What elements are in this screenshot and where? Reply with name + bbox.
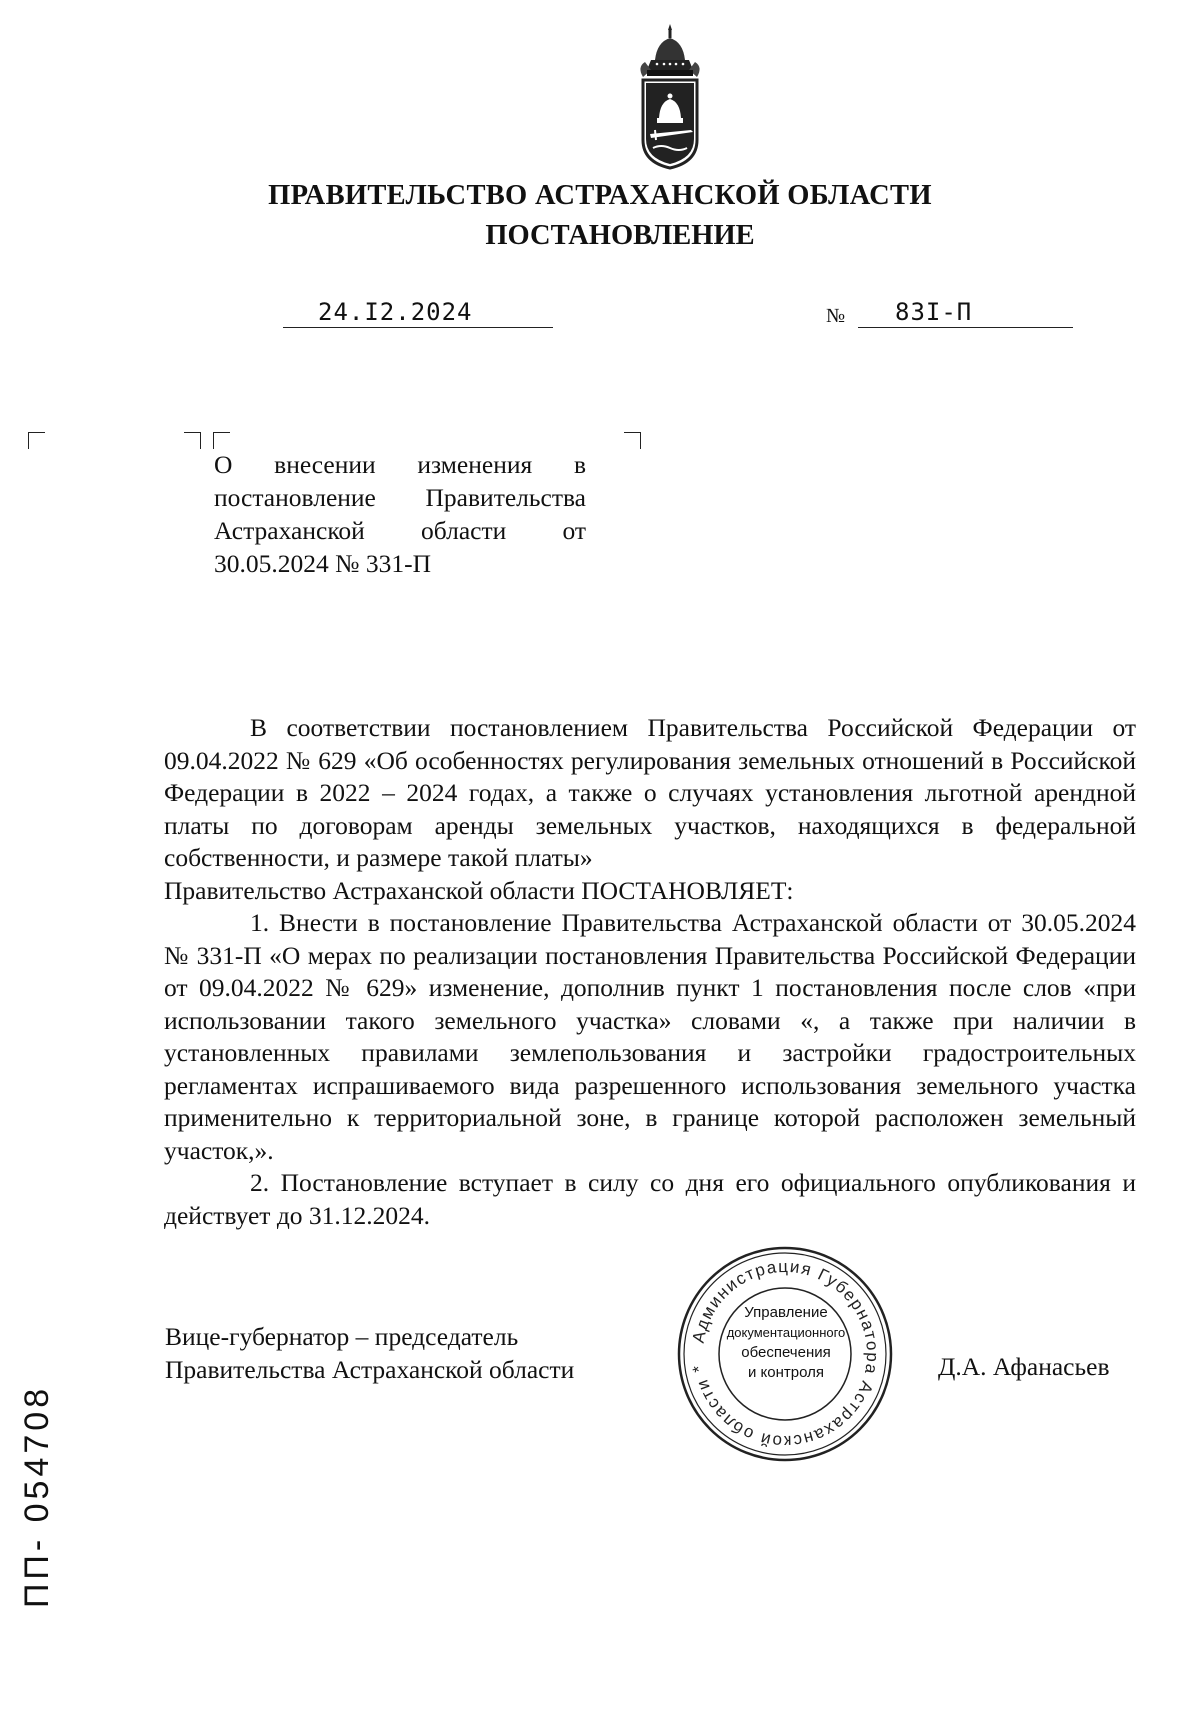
item-paragraph-2: 2. Постановление вступает в силу со дня его официального опубликования и действует до 31.12.2024. xyxy=(164,1168,1136,1230)
signatory-position-line-1: Вице-губернатор – председатель xyxy=(165,1322,519,1351)
government-title: ПРАВИТЕЛЬСТВО АСТРАХАНСКОЙ ОБЛАСТИ xyxy=(268,180,932,211)
corner-bracket xyxy=(184,432,201,449)
stamp-line: Управление xyxy=(744,1304,828,1321)
document-subject: О внесении изменения в постановление Правительства Астраханской области от 30.05.2024 № 331-П xyxy=(214,450,586,578)
serial-number: ПП- 054708 xyxy=(18,1384,56,1608)
svg-text:Администрация Губернатора Астр: Администрация Губернатора Астраханской области * xyxy=(688,1256,883,1452)
corner-bracket xyxy=(28,432,45,449)
document-type-title: ПОСТАНОВЛЕНИЕ xyxy=(485,220,755,251)
signatory-name: Д.А. Афанасьев xyxy=(938,1352,1110,1381)
item-paragraph-1: 1. Внести в постановление Правительства Астраханской области от 30.05.2024 № 331-П «О мерах по реализации постановления Правительства Российской Федерации от 09.04.2022 № 629» изменение, дополнив пункт 1 постановления после слов «при использовании такого земельного участка» словами «, а также при наличии в установленных правилами землепользования и застройки градостроительных регламентах испрашиваемого вида разрешенного использования земельного участка применительно к территориальной зоне, в границе которой расположен земельный участок,». xyxy=(164,908,1136,1165)
signatory-position-line-2: Правительства Астраханской области xyxy=(165,1355,575,1384)
signatory-position xyxy=(165,1320,574,1386)
stamp-center-text xyxy=(726,1303,846,1383)
corner-bracket xyxy=(624,432,641,449)
number-sign: № xyxy=(826,305,846,327)
decree-line: Правительство Астраханской области ПОСТАНОВЛЯЕТ: xyxy=(164,875,794,905)
document-body xyxy=(164,712,1136,1232)
document-date: 24.I2.2024 xyxy=(318,298,473,326)
stamp-line: документационного xyxy=(726,1325,846,1340)
stamp-line: обеспечения xyxy=(741,1344,831,1361)
stamp-line: и контроля xyxy=(747,1364,824,1381)
document-number: 83I-П xyxy=(895,298,973,326)
corner-bracket xyxy=(213,432,230,449)
preamble-paragraph: В соответствии постановлением Правительства Российской Федерации от 09.04.2022 № 629 «Об особенностях регулирования земельных отношений в Российской Федерации в 2022 – 2024 годах, а также о случаях установления льготной арендной платы по договорам аренды земельных участков, находящихся в федеральной собственности, и размере такой платы» xyxy=(164,713,1136,872)
coat-of-arms-emblem xyxy=(625,22,715,172)
